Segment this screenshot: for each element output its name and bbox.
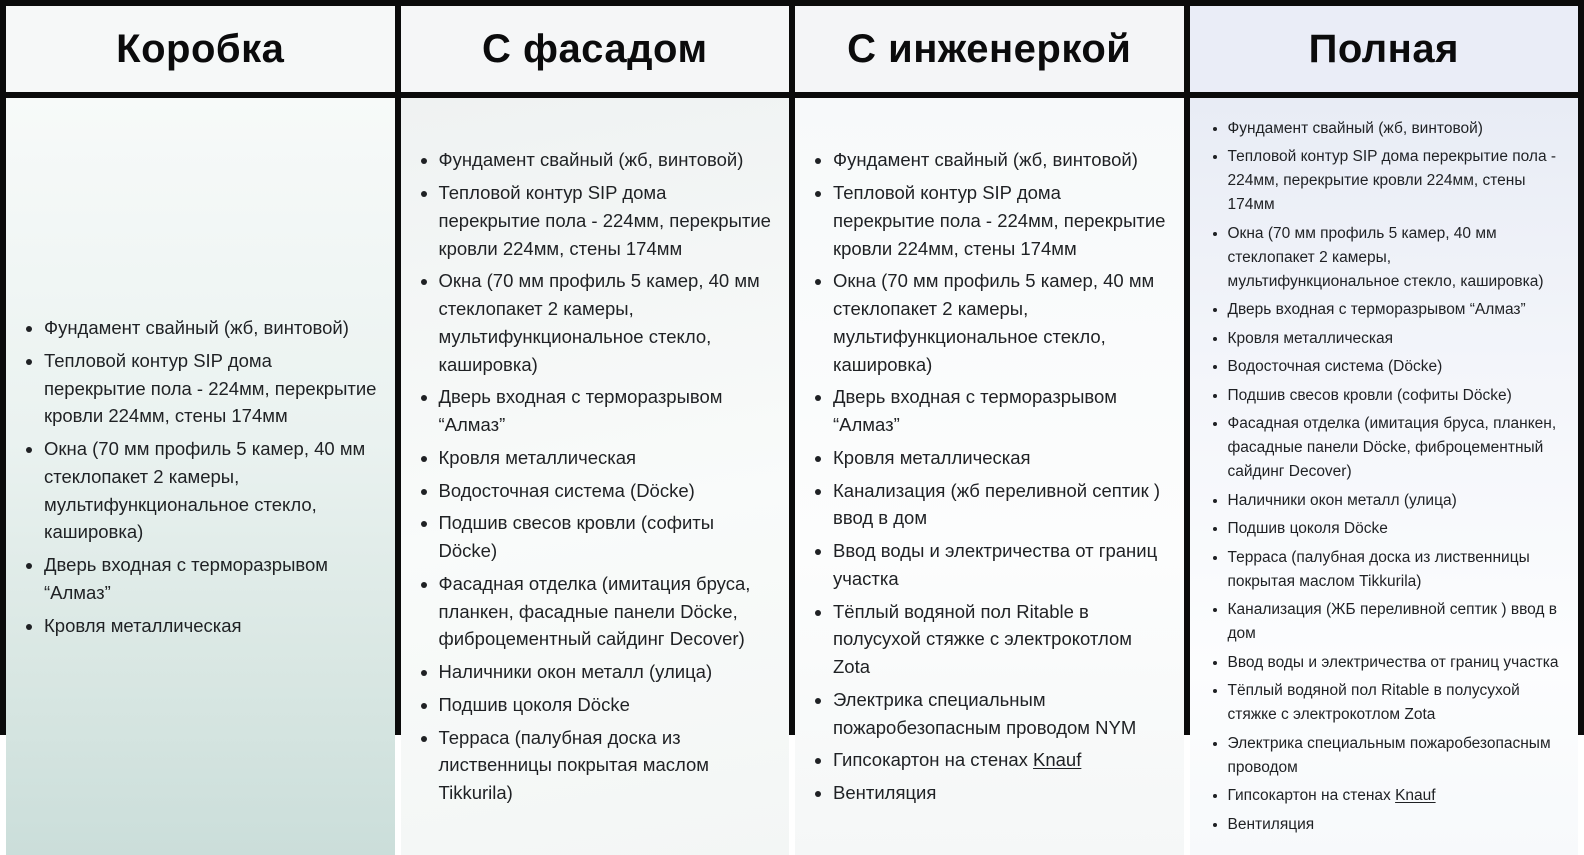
feature-list-polnaya (1204, 112, 1561, 841)
column-polnaya (1190, 6, 1579, 855)
column-title: С инженеркой (847, 26, 1132, 71)
feature-item: • Водосточная система (Döcke) (1228, 355, 1561, 379)
column-s-fasadom (401, 6, 790, 855)
column-header-s-fasadom (401, 6, 790, 92)
column-header-s-inzhenerkoy (795, 6, 1184, 92)
feature-item: • Терраса (палубная доска из лиственницы покрытая маслом Tikkurila) (439, 724, 772, 807)
feature-item: • Канализация (ЖБ переливной септик ) ввод в дом (1228, 598, 1561, 646)
feature-item: • Тепловой контур SIP дома перекрытие пола - 224мм, перекрытие кровли 224мм, стены 174мм (1228, 145, 1561, 217)
feature-item: • Подшив цоколя Döcke (439, 691, 772, 719)
feature-item: • Окна (70 мм профиль 5 камер, 40 мм стеклопакет 2 камеры, мультифункциональное стекло, кашировка) (833, 267, 1166, 378)
feature-item: • Гипсокартон на стенах Knauf (833, 746, 1166, 774)
feature-item: • Окна (70 мм профиль 5 камер, 40 мм стеклопакет 2 камеры, мультифункциональное стекло, кашировка) (1228, 222, 1561, 294)
feature-item: • Дверь входная с терморазрывом “Алмаз” (44, 551, 377, 607)
feature-item: • Фундамент свайный (жб, винтовой) (1228, 117, 1561, 141)
brand-link[interactable]: Knauf (1033, 749, 1082, 771)
feature-item: • Фасадная отделка (имитация бруса, планкен, фасадные панели Döcke, фиброцементный сайдинг Decover) (439, 570, 772, 653)
column-body-s-inzhenerkoy (795, 98, 1184, 855)
feature-item: • Дверь входная с терморазрывом “Алмаз” (439, 383, 772, 439)
feature-list-s-fasadom (415, 141, 772, 812)
feature-item: • Подшив свесов кровли (софиты Döcke) (1228, 384, 1561, 408)
feature-item: • Тепловой контур SIP дома перекрытие пола - 224мм, перекрытие кровли 224мм, стены 174мм (439, 179, 772, 262)
feature-item: • Кровля металлическая (439, 444, 772, 472)
feature-item: • Тепловой контур SIP дома перекрытие пола - 224мм, перекрытие кровли 224мм, стены 174мм (833, 179, 1166, 262)
feature-item: • Электрика специальным пожаробезопасным проводом (1228, 732, 1561, 780)
feature-list-s-inzhenerkoy (809, 141, 1166, 812)
column-header-korobka (6, 6, 395, 92)
feature-item: • Окна (70 мм профиль 5 камер, 40 мм стеклопакет 2 камеры, мультифункциональное стекло, кашировка) (439, 267, 772, 378)
feature-item: • Электрика специальным пожаробезопасным проводом NYM (833, 686, 1166, 742)
feature-item: • Тепловой контур SIP дома перекрытие пола - 224мм, перекрытие кровли 224мм, стены 174мм (44, 347, 377, 430)
feature-item: • Фундамент свайный (жб, винтовой) (44, 314, 377, 342)
column-title: Полная (1308, 26, 1459, 71)
feature-item: • Подшив цоколя Döcke (1228, 517, 1561, 541)
column-title: Коробка (116, 26, 285, 71)
feature-list-korobka (20, 309, 377, 644)
feature-item: • Дверь входная с терморазрывом “Алмаз” (833, 383, 1166, 439)
feature-item: • Ввод воды и электричества от границ участка (833, 537, 1166, 593)
column-body-polnaya (1190, 98, 1579, 855)
feature-item: • Наличники окон металл (улица) (1228, 489, 1561, 513)
feature-item: • Кровля металлическая (44, 612, 377, 640)
feature-item: • Кровля металлическая (833, 444, 1166, 472)
feature-item: • Кровля металлическая (1228, 327, 1561, 351)
feature-item: • Вентиляция (1228, 813, 1561, 837)
feature-item: • Водосточная система (Döcke) (439, 477, 772, 505)
feature-item: • Терраса (палубная доска из лиственницы покрытая маслом Tikkurila) (1228, 546, 1561, 594)
feature-item: • Ввод воды и электричества от границ участка (1228, 651, 1561, 675)
feature-item: • Фасадная отделка (имитация бруса, планкен, фасадные панели Döcke, фиброцементный сайдинг Decover) (1228, 412, 1561, 484)
column-body-korobka (6, 98, 395, 855)
feature-item: • Тёплый водяной пол Ritable в полусухой стяжке с электрокотлом Zota (1228, 679, 1561, 727)
feature-item: • Окна (70 мм профиль 5 камер, 40 мм стеклопакет 2 камеры, мультифункциональное стекло, кашировка) (44, 435, 377, 546)
feature-item: • Наличники окон металл (улица) (439, 658, 772, 686)
feature-item: • Фундамент свайный (жб, винтовой) (439, 146, 772, 174)
brand-link[interactable]: Knauf (1395, 787, 1436, 805)
column-body-s-fasadom (401, 98, 790, 855)
feature-item: • Подшив свесов кровли (софиты Döcke) (439, 509, 772, 565)
column-header-polnaya (1190, 6, 1579, 92)
feature-item: • Вентиляция (833, 779, 1166, 807)
feature-item: • Тёплый водяной пол Ritable в полусухой стяжке с электрокотлом Zota (833, 598, 1166, 681)
column-korobka (6, 6, 395, 855)
column-s-inzhenerkoy (795, 6, 1184, 855)
column-title: С фасадом (481, 26, 708, 71)
feature-item: • Канализация (жб переливной септик ) ввод в дом (833, 477, 1166, 533)
feature-item: • Гипсокартон на стенах Knauf (1228, 784, 1561, 808)
feature-item: • Дверь входная с терморазрывом “Алмаз” (1228, 298, 1561, 322)
feature-item: • Фундамент свайный (жб, винтовой) (833, 146, 1166, 174)
